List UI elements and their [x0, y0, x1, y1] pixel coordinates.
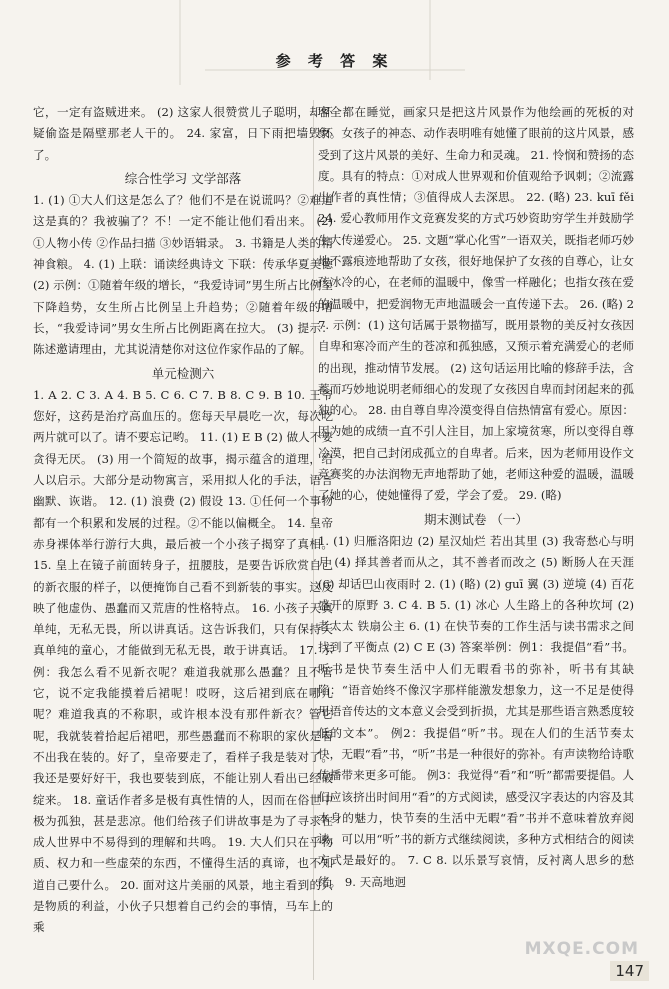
answer-block: 1. (1) ①大人们这是怎么了？他们不是在说谎吗？②难道这是真的？我被骗了？不！一定不能让他们看出来。 (2) ①人物小传 ②作品扫描 ③妙语辑录。 3. 书籍是人类的精神食粮。 4. (1) 上联：诵读经典诗文 下联：传承华夏美德 (2) 示例：①随着年级的增长，“我爱诗词”男生所占比例呈下降趋势，女生所占比例呈上升趋势；②随着年级的增长，“我爱诗词”男女生所占比例距离在拉大。 (3) 提示：陈述邀请理由，尤其说清楚你对这位作家作品的了解。 [33, 193, 333, 357]
page-title: 参 考 答 案 [275, 52, 394, 70]
answer-block: 客全都在睡觉，画家只是把这片风景作为他绘画的死板的对象。女孩子的神态、动作表明唯有她懂了眼前的这片风景，感受到了这片风景的美好、生命力和灵魂。 21. 怜悯和赞扬的态度。具有的特点：①对成人世界观和价值观给予讽刺；②流露出作者的真性情；③值得成人去深思。 22. (略) 23. kuī fěi 24. 爱心教师用作文竞赛发奖的方式巧妙资助穷学生并鼓励学生大传递爱心。 25. 文题“掌心化雪”一语双关，既指老师巧妙地不露痕迹地帮助了女孩，很好地保护了女孩的自尊心，让女孩冰冷的心，在老师的温暖中，像雪一样融化；也指女孩在爱的温暖中，把爱润物无声地温暖会一直传递下去。 26. (略) 27. 示例：(1) 这句话属于景物描写，既用景物的美反衬女孩因自卑和寒冷而产生的苍凉和孤独感，又预示着充满爱心的老师的出现，推动情节发展。 (2) 这句话运用比喻的修辞手法，含蓄而巧妙地说明老师细心的发现了女孩因自卑而封闭起来的孤独的心。 28. 由自尊自卑冷漠变得自信热情富有爱心。原因：因为她的成绩一直不引人注目，加上家境贫寒，所以变得自尊冷漠，把自己封闭成孤立的自卑者。后来，因为老师用设作文竞赛奖的办法润物无声地帮助了她，老师这种爱的温暖，温暖了她的心，使她懂得了爱，学会了爱。 29. (略) [318, 105, 634, 503]
section-heading: 综合性学习 文学部落 [124, 170, 242, 186]
left-column [33, 102, 333, 939]
section-heading: 期末测试卷 （一） [424, 511, 528, 527]
answer-block: 它，一定有盗贼进来。 (2) 这家人很赞赏儿子聪明，却怀疑偷盗是隔壁那老人干的。 24. 家富，日下雨把墙毁坏了。 [33, 105, 333, 162]
section-heading: 单元检测六 [151, 365, 215, 381]
right-column [318, 102, 634, 893]
answer-block: 1. A 2. C 3. A 4. B 5. C 6. C 7. B 8. C 9. B 10. 王爷您好，这药是治疗高血压的。您每天早晨吃一次，每次吃两片就可以了。请不要忘记哟。 11. (1) E B (2) 做人不要贪得无厌。 (3) 用一个简短的故事，揭示蕴含的道理，给人以启示。大部分是动物寓言，采用拟人化的手法，语言幽默、诙谐。 12. (1) 浪费 (2) 假设 13. ①任何一个事物都有一个积累和发展的过程。②不能以偏概全。 14. 皇帝赤身裸体举行游行大典，最后被一个小孩子揭穿了真相。 15. 皇上在镜子前面转身子，扭腰肢，是要告诉欣赏自己的新衣服的样子，以便掩饰自己看不到新装的事实。这反映了他虚伪、愚蠢而又荒唐的性格特点。 16. 小孩子天真单纯，无私无畏，所以讲真话。这告诉我们，只有保持天真单纯的童心，才能做到无私无畏，敢于讲真话。 17. 示例：我怎么看不见新衣呢？难道我就那么愚蠢？且不管它，说不定我能摸着后裙呢！哎呀，这后裙到底在哪儿呢？难道我真的不称职，或许根本没有那件新衣？管它呢，我就装着拾起后裙吧，那些愚蠢而不称职的家伙是看不出我在装的。好了，皇帝要走了，看样子我是装对了。我还是要好好干，我也要装到底，不能让别人看出已经破绽来。 18. 童话作者多是极有真性情的人，因而在俗世中极为孤独，甚是悲凉。他们给孩子们讲故事是为了寻求在成人世界中不易得到的理解和共鸣。 19. 大人们只在乎物质、权力和一些虚荣的东西，不懂得生活的真谛，也不知道自己要什么。 20. 面对这片美丽的风景，地主看到的只是物质的利益，小伙子只想着自己约会的事情，马车上的乘 [33, 387, 333, 935]
watermark: MXQE.COM [524, 939, 639, 959]
page-number: 147 [610, 961, 649, 981]
answer-block: 1. (1) 归雁洛阳边 (2) 星汉灿烂 若出其里 (3) 我寄愁心与明月 (4) 择其善者而从之，其不善者而改之 (5) 断肠人在天涯 (6) 却话巴山夜雨时 2. (1) (略) (2) guī 翼 (3) 逆境 (4) 百花盛开的原野 3. C 4. B 5. (1) 冰心 人生路上的各种坎坷 (2) 老太太 铁扇公主 6. (1) 在快节奏的工作生活与读书需求之间找到了平衡点 (2) C E (3) 答案举例：例1：我提倡“看”书。听书是快节奏生活中人们无暇看书的弥补，听书有其缺陷：“语音始终不像汉字那样能激发想象力，这一不足是使得用语音传达的文本意义会受到折损，尤其是那些语言熟悉度较低的文本”。 例2：我提倡“听”书。现在人们的生活节奏太快，无暇“看”书，“听”书是一种很好的弥补。有声读物给诗歌传播带来更多可能。 例3：我觉得“看”和“听”都需要提倡。人们应该挤出时间用“看”的方式阅读，感受汉字表达的内容及其本身的魅力，快节奏的生活中无暇“看”书并不意味着放弃阅读，可以用“听”书的新方式继续阅读，多种方式相结合的阅读方式是最好的。 7. C 8. 以乐景写哀情，反衬离人思乡的愁绪。 9. 天高地迥 [318, 533, 634, 889]
